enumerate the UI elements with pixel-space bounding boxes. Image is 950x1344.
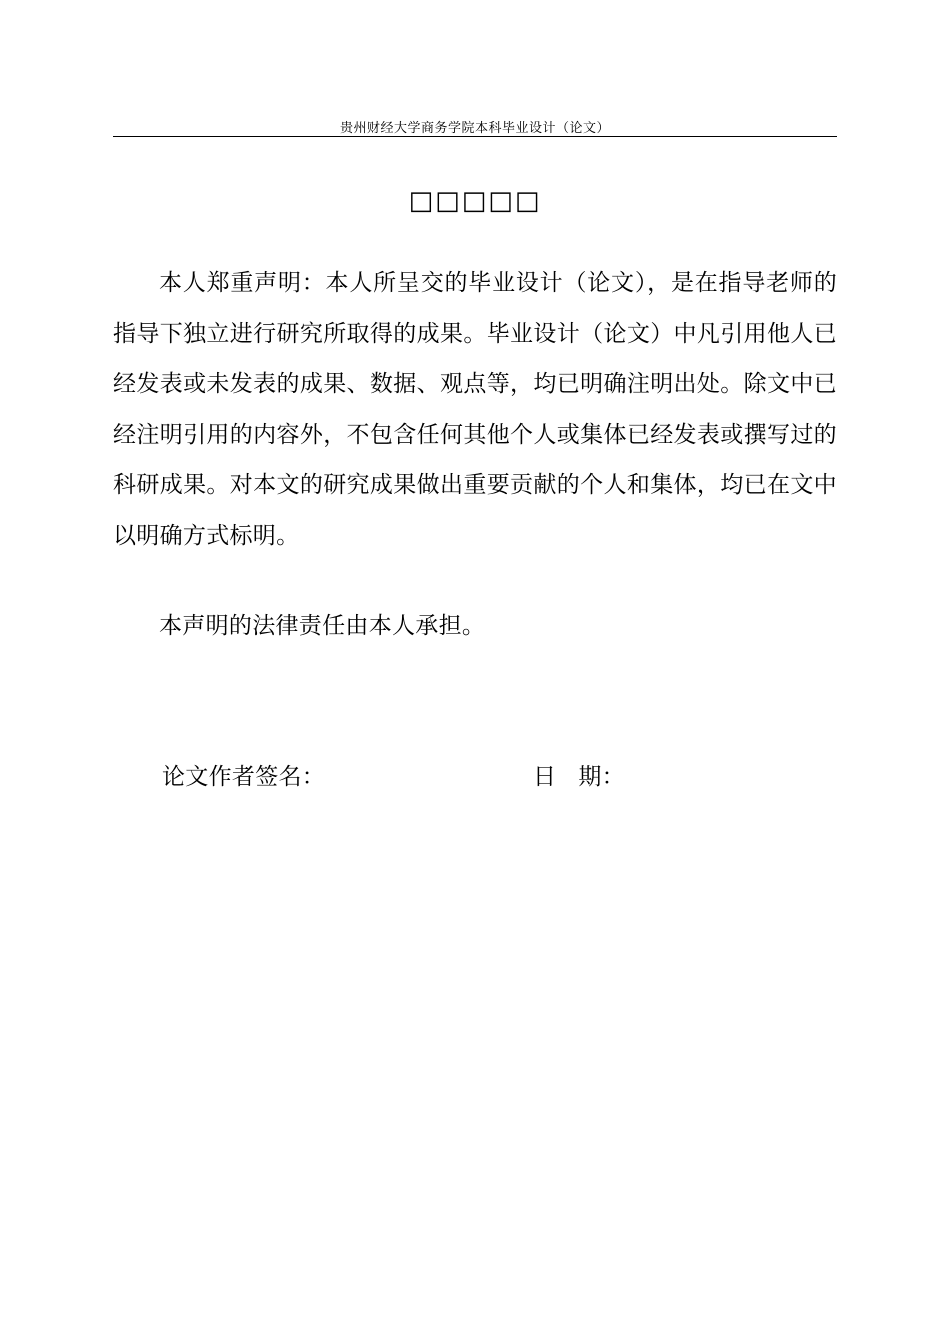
liability-paragraph: 本声明的法律责任由本人承担。 [159, 613, 486, 639]
author-signature-label: 论文作者签名： [162, 764, 326, 790]
date-label-period: 期： [578, 764, 625, 790]
author-signature-field [162, 757, 325, 797]
header-text: 贵州财经大学商务学院本科毕业设计（论文） [339, 121, 610, 136]
date-field [533, 757, 625, 797]
page-title: □□□□□ [408, 186, 542, 216]
date-label-day: 日 [533, 764, 557, 790]
declaration-paragraph: 本人郑重声明：本人所呈交的毕业设计（论文），是在指导老师的指导下独立进行研究所取得的成果。毕业设计（论文）中凡引用他人已经发表或未发表的成果、数据、观点等，均已明确注明出处。除文中已经注明引用的内容外，不包含任何其他个人或集体已经发表或撰写过的科研成果。对本文的研究成果做出重要贡献的个人和集体，均已在文中以明确方式标明。 [113, 270, 837, 549]
page-header [113, 117, 837, 137]
